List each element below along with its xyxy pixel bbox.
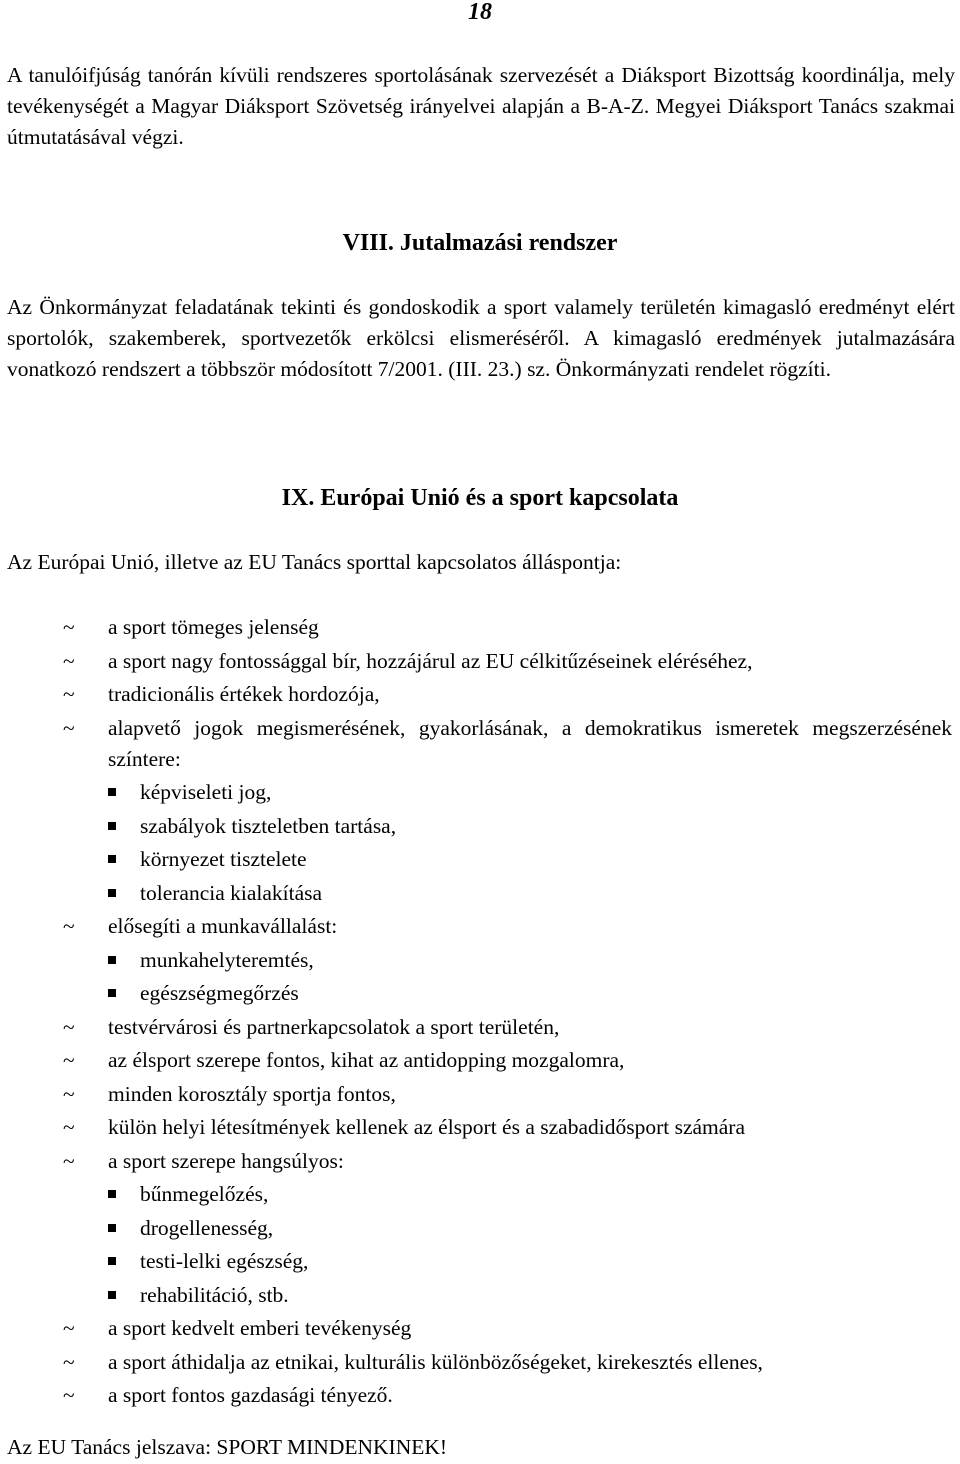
tilde-bullet-icon: ~ [63, 1349, 75, 1374]
sub-list-item [0, 1280, 960, 1311]
sub-list-item-text: drogellenesség, [140, 1215, 274, 1240]
list-item [0, 679, 960, 710]
sub-list-item-text: szabályok tiszteletben tartása, [140, 813, 397, 838]
section-8-heading: VIII. Jutalmazási rendszer [342, 230, 618, 256]
sub-list-item [0, 777, 960, 808]
sub-list-item-text: környezet tisztelete [140, 847, 307, 871]
eu-slogan: Az EU Tanács jelszava: SPORT MINDENKINEK! [7, 1435, 448, 1459]
list-item [0, 1079, 960, 1110]
intro-paragraph: A tanulóifjúság tanórán kívüli rendszeres sportolásának szervezését a Diáksport Bizottság koordinálja, mely tevékenységét a Magyar Diáksport Szövetség irányelvei alapján a B-A-Z. Megyei Diáksport Tanács szakmai útmutatásával végzi. [7, 63, 955, 149]
sub-list-item-text: képviseleti jog, [140, 780, 272, 804]
section-8-paragraph: Az Önkormányzat feladatának tekinti és gondoskodik a sport valamely területén kimagasló eredményt elért sportolók, szakemberek, sportvezetők erkölcsi elismeréséről. A kimagasló eredmények jutalmazására vonatkozó rendszert a többször módosított 7/2001. (III. 23.) sz. Önkormányzati rendelet rögzíti. [7, 295, 955, 381]
list-item-text: testvérvárosi és partnerkapcsolatok a sport területén, [108, 1014, 560, 1039]
list-item-text: az élsport szerepe fontos, kihat az antidopping mozgalomra, [108, 1048, 625, 1072]
list-item [0, 1112, 960, 1143]
tilde-bullet-icon: ~ [63, 682, 75, 706]
square-bullet-icon [108, 989, 116, 997]
list-item-text: a sport fontos gazdasági tényező. [108, 1383, 393, 1407]
list-item [0, 1045, 960, 1076]
square-bullet-icon [108, 1257, 116, 1265]
list-item [0, 713, 960, 775]
tilde-bullet-icon: ~ [63, 1115, 75, 1139]
list-item [0, 1012, 960, 1043]
list-item-text: tradicionális értékek hordozója, [108, 682, 380, 706]
list-item-text: a sport nagy fontossággal bír, hozzájárul az EU célkitűzéseinek eléréséhez, [108, 648, 753, 673]
sub-list-item-text: testi-lelki egészség, [140, 1249, 309, 1273]
list-item [0, 612, 960, 643]
sub-list-item-text: rehabilitáció, stb. [140, 1282, 289, 1307]
list-item [0, 646, 960, 677]
list-item-text: a sport kedvelt emberi tevékenység [108, 1316, 412, 1340]
list-item-text: minden korosztály sportja fontos, [108, 1081, 396, 1106]
tilde-bullet-icon: ~ [63, 615, 75, 639]
list-item [0, 911, 960, 942]
list-item [0, 1313, 960, 1344]
tilde-bullet-icon: ~ [63, 1014, 75, 1039]
square-bullet-icon [108, 1291, 116, 1299]
sub-list-item [0, 978, 960, 1009]
section-9-lead: Az Európai Unió, illetve az EU Tanács sporttal kapcsolatos álláspontja: [7, 550, 622, 574]
square-bullet-icon [108, 1190, 116, 1198]
tilde-bullet-icon: ~ [63, 715, 75, 740]
sub-list-item [0, 945, 960, 976]
square-bullet-icon [108, 822, 116, 830]
list-item-text: a sport áthidalja az etnikai, kulturális különbözőségeket, kirekesztés ellenes, [108, 1349, 763, 1374]
list-item [0, 1146, 960, 1177]
list-item-text: a sport szerepe hangsúlyos: [108, 1148, 344, 1173]
sub-list-item [0, 811, 960, 842]
page-number: 18 [468, 0, 492, 25]
tilde-bullet-icon: ~ [63, 1316, 75, 1340]
square-bullet-icon [108, 889, 116, 897]
sub-list-item-text: egészségmegőrzés [140, 981, 299, 1005]
sub-list-item [0, 844, 960, 875]
sub-list-item [0, 1213, 960, 1244]
eu-position-list [0, 612, 960, 1414]
tilde-bullet-icon: ~ [63, 914, 75, 938]
square-bullet-icon [108, 788, 116, 796]
tilde-bullet-icon: ~ [63, 648, 75, 673]
list-item [0, 1347, 960, 1378]
tilde-bullet-icon: ~ [63, 1148, 75, 1173]
list-item-text: alapvető jogok megismerésének, gyakorlásának, a demokratikus ismeretek megszerzésének színtere: [108, 715, 952, 771]
list-item-text: külön helyi létesítmények kellenek az élsport és a szabadidősport számára [108, 1115, 746, 1139]
list-item-text: elősegíti a munkavállalást: [108, 914, 338, 938]
tilde-bullet-icon: ~ [63, 1383, 75, 1407]
sub-list-item-text: tolerancia kialakítása [140, 880, 323, 905]
list-item-text: a sport tömeges jelenség [108, 615, 319, 639]
square-bullet-icon [108, 1224, 116, 1232]
sub-list-item [0, 1246, 960, 1277]
section-9-heading: IX. Európai Unió és a sport kapcsolata [281, 485, 679, 511]
tilde-bullet-icon: ~ [63, 1048, 75, 1072]
square-bullet-icon [108, 855, 116, 863]
sub-list-item [0, 878, 960, 909]
tilde-bullet-icon: ~ [63, 1081, 75, 1106]
sub-list-item [0, 1179, 960, 1210]
square-bullet-icon [108, 956, 116, 964]
sub-list-item-text: munkahelyteremtés, [140, 947, 314, 972]
list-item [0, 1380, 960, 1411]
sub-list-item-text: bűnmegelőzés, [140, 1182, 269, 1206]
